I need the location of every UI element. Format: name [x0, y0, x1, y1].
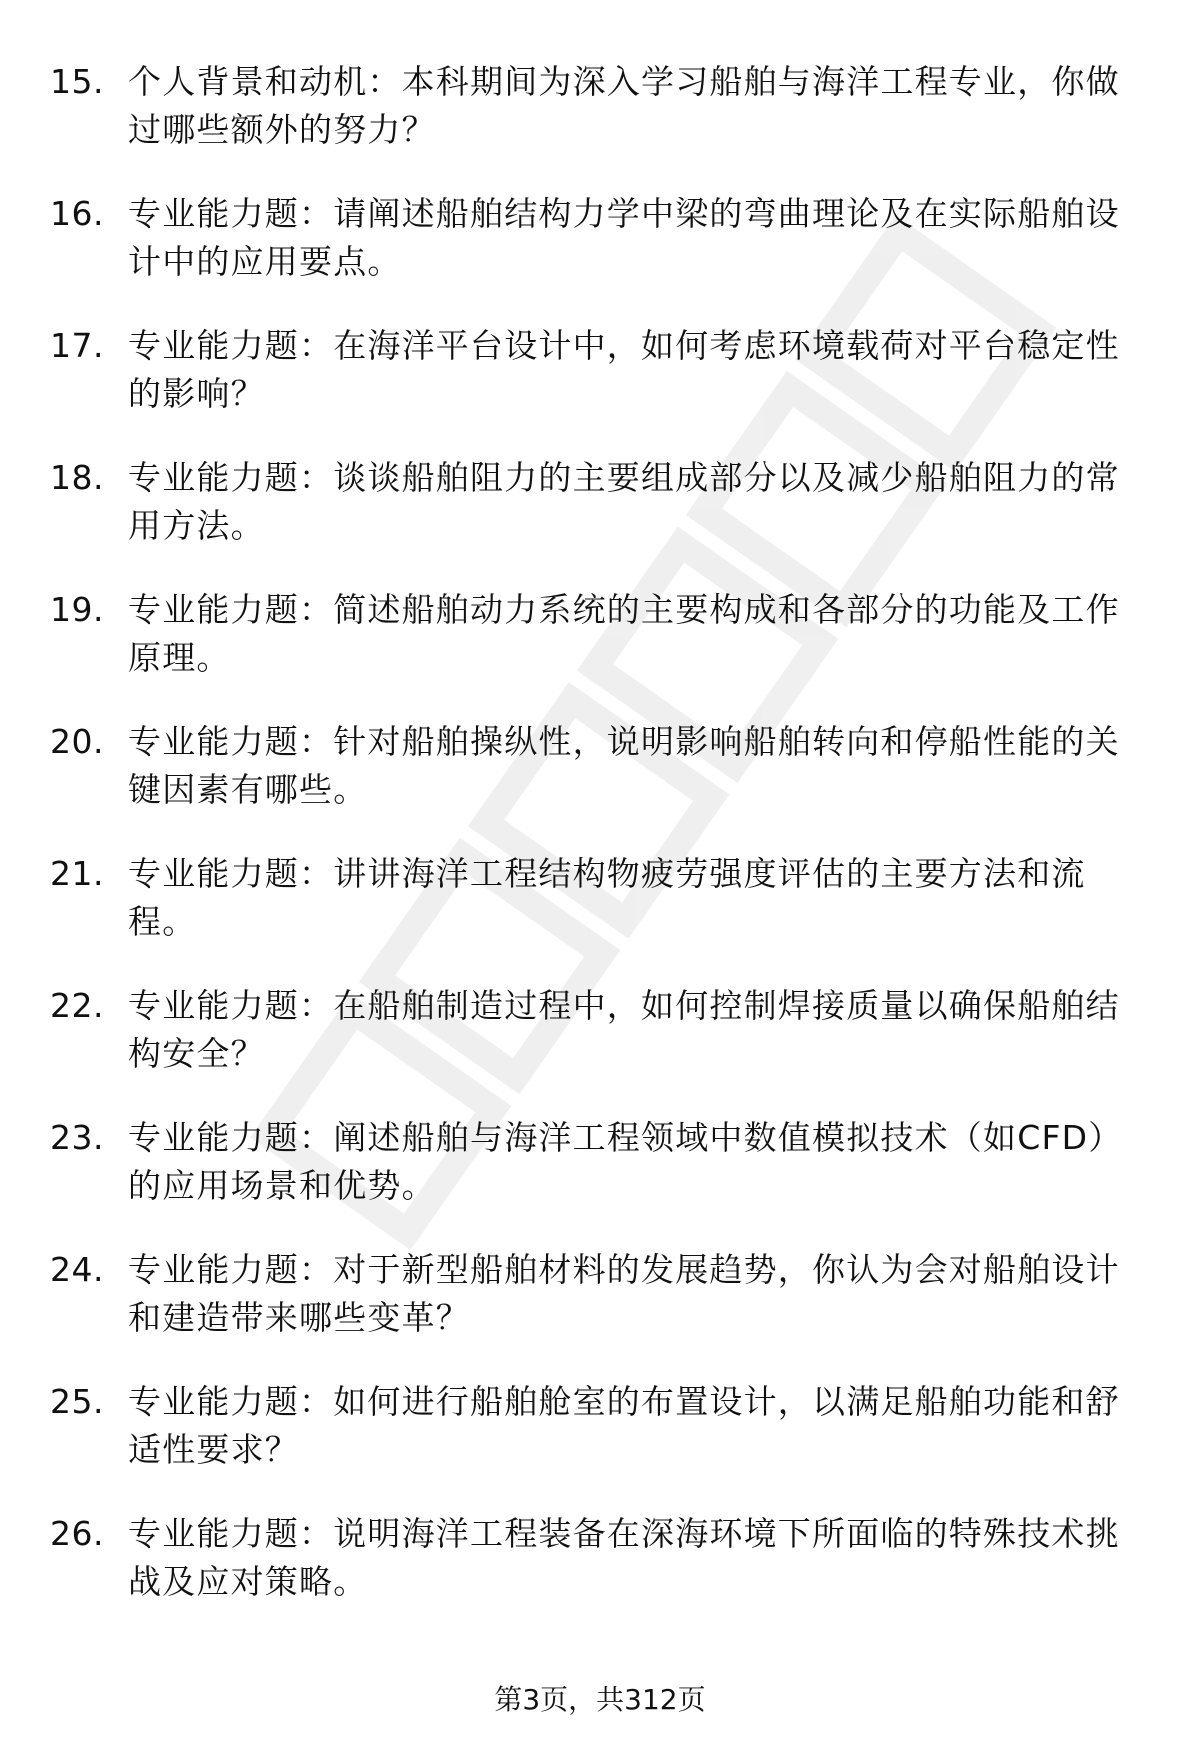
question-item	[50, 850, 1150, 982]
question-number: 19.	[50, 590, 104, 629]
question-text: 专业能力题：在船舶制造过程中，如何控制焊接质量以确保船舶结构安全？	[128, 986, 1120, 1073]
question-text: 专业能力题：如何进行船舶舱室的布置设计，以满足船舶功能和舒适性要求？	[128, 1382, 1120, 1469]
question-number: 25.	[50, 1382, 104, 1421]
question-number: 21.	[50, 854, 104, 893]
question-item	[50, 58, 1150, 190]
question-number: 24.	[50, 1250, 104, 1289]
page-number-label: 第3页，共312页	[494, 1683, 706, 1716]
question-text: 专业能力题：简述船舶动力系统的主要构成和各部分的功能及工作原理。	[128, 590, 1120, 677]
question-item	[50, 1114, 1150, 1246]
question-number: 23.	[50, 1118, 104, 1157]
question-text: 专业能力题：说明海洋工程装备在深海环境下所面临的特殊技术挑战及应对策略。	[128, 1514, 1120, 1601]
question-text: 专业能力题：谈谈船舶阻力的主要组成部分以及减少船舶阻力的常用方法。	[128, 458, 1120, 545]
question-list	[50, 58, 1150, 1642]
question-number: 16.	[50, 194, 104, 233]
question-number: 26.	[50, 1514, 104, 1553]
question-text: 专业能力题：针对船舶操纵性，说明影响船舶转向和停船性能的关键因素有哪些。	[128, 722, 1120, 809]
question-number: 18.	[50, 458, 104, 497]
question-number: 15.	[50, 62, 104, 101]
page-footer	[0, 1680, 1200, 1720]
question-item	[50, 1246, 1150, 1378]
question-item	[50, 718, 1150, 850]
question-item	[50, 586, 1150, 718]
question-text: 专业能力题：对于新型船舶材料的发展趋势，你认为会对船舶设计和建造带来哪些变革？	[128, 1250, 1120, 1337]
question-item	[50, 454, 1150, 586]
question-number: 17.	[50, 326, 104, 365]
question-item	[50, 1510, 1150, 1642]
question-number: 20.	[50, 722, 104, 761]
question-text: 专业能力题：请阐述船舶结构力学中梁的弯曲理论及在实际船舶设计中的应用要点。	[128, 194, 1120, 281]
question-text: 专业能力题：讲讲海洋工程结构物疲劳强度评估的主要方法和流程。	[128, 854, 1086, 941]
question-item	[50, 322, 1150, 454]
question-item	[50, 982, 1150, 1114]
question-text: 专业能力题：在海洋平台设计中，如何考虑环境载荷对平台稳定性的影响？	[128, 326, 1120, 413]
question-text: 专业能力题：阐述船舶与海洋工程领域中数值模拟技术（如CFD）的应用场景和优势。	[128, 1118, 1123, 1205]
question-item	[50, 1378, 1150, 1510]
question-text: 个人背景和动机：本科期间为深入学习船舶与海洋工程专业，你做过哪些额外的努力？	[128, 62, 1120, 149]
question-number: 22.	[50, 986, 104, 1025]
question-item	[50, 190, 1150, 322]
